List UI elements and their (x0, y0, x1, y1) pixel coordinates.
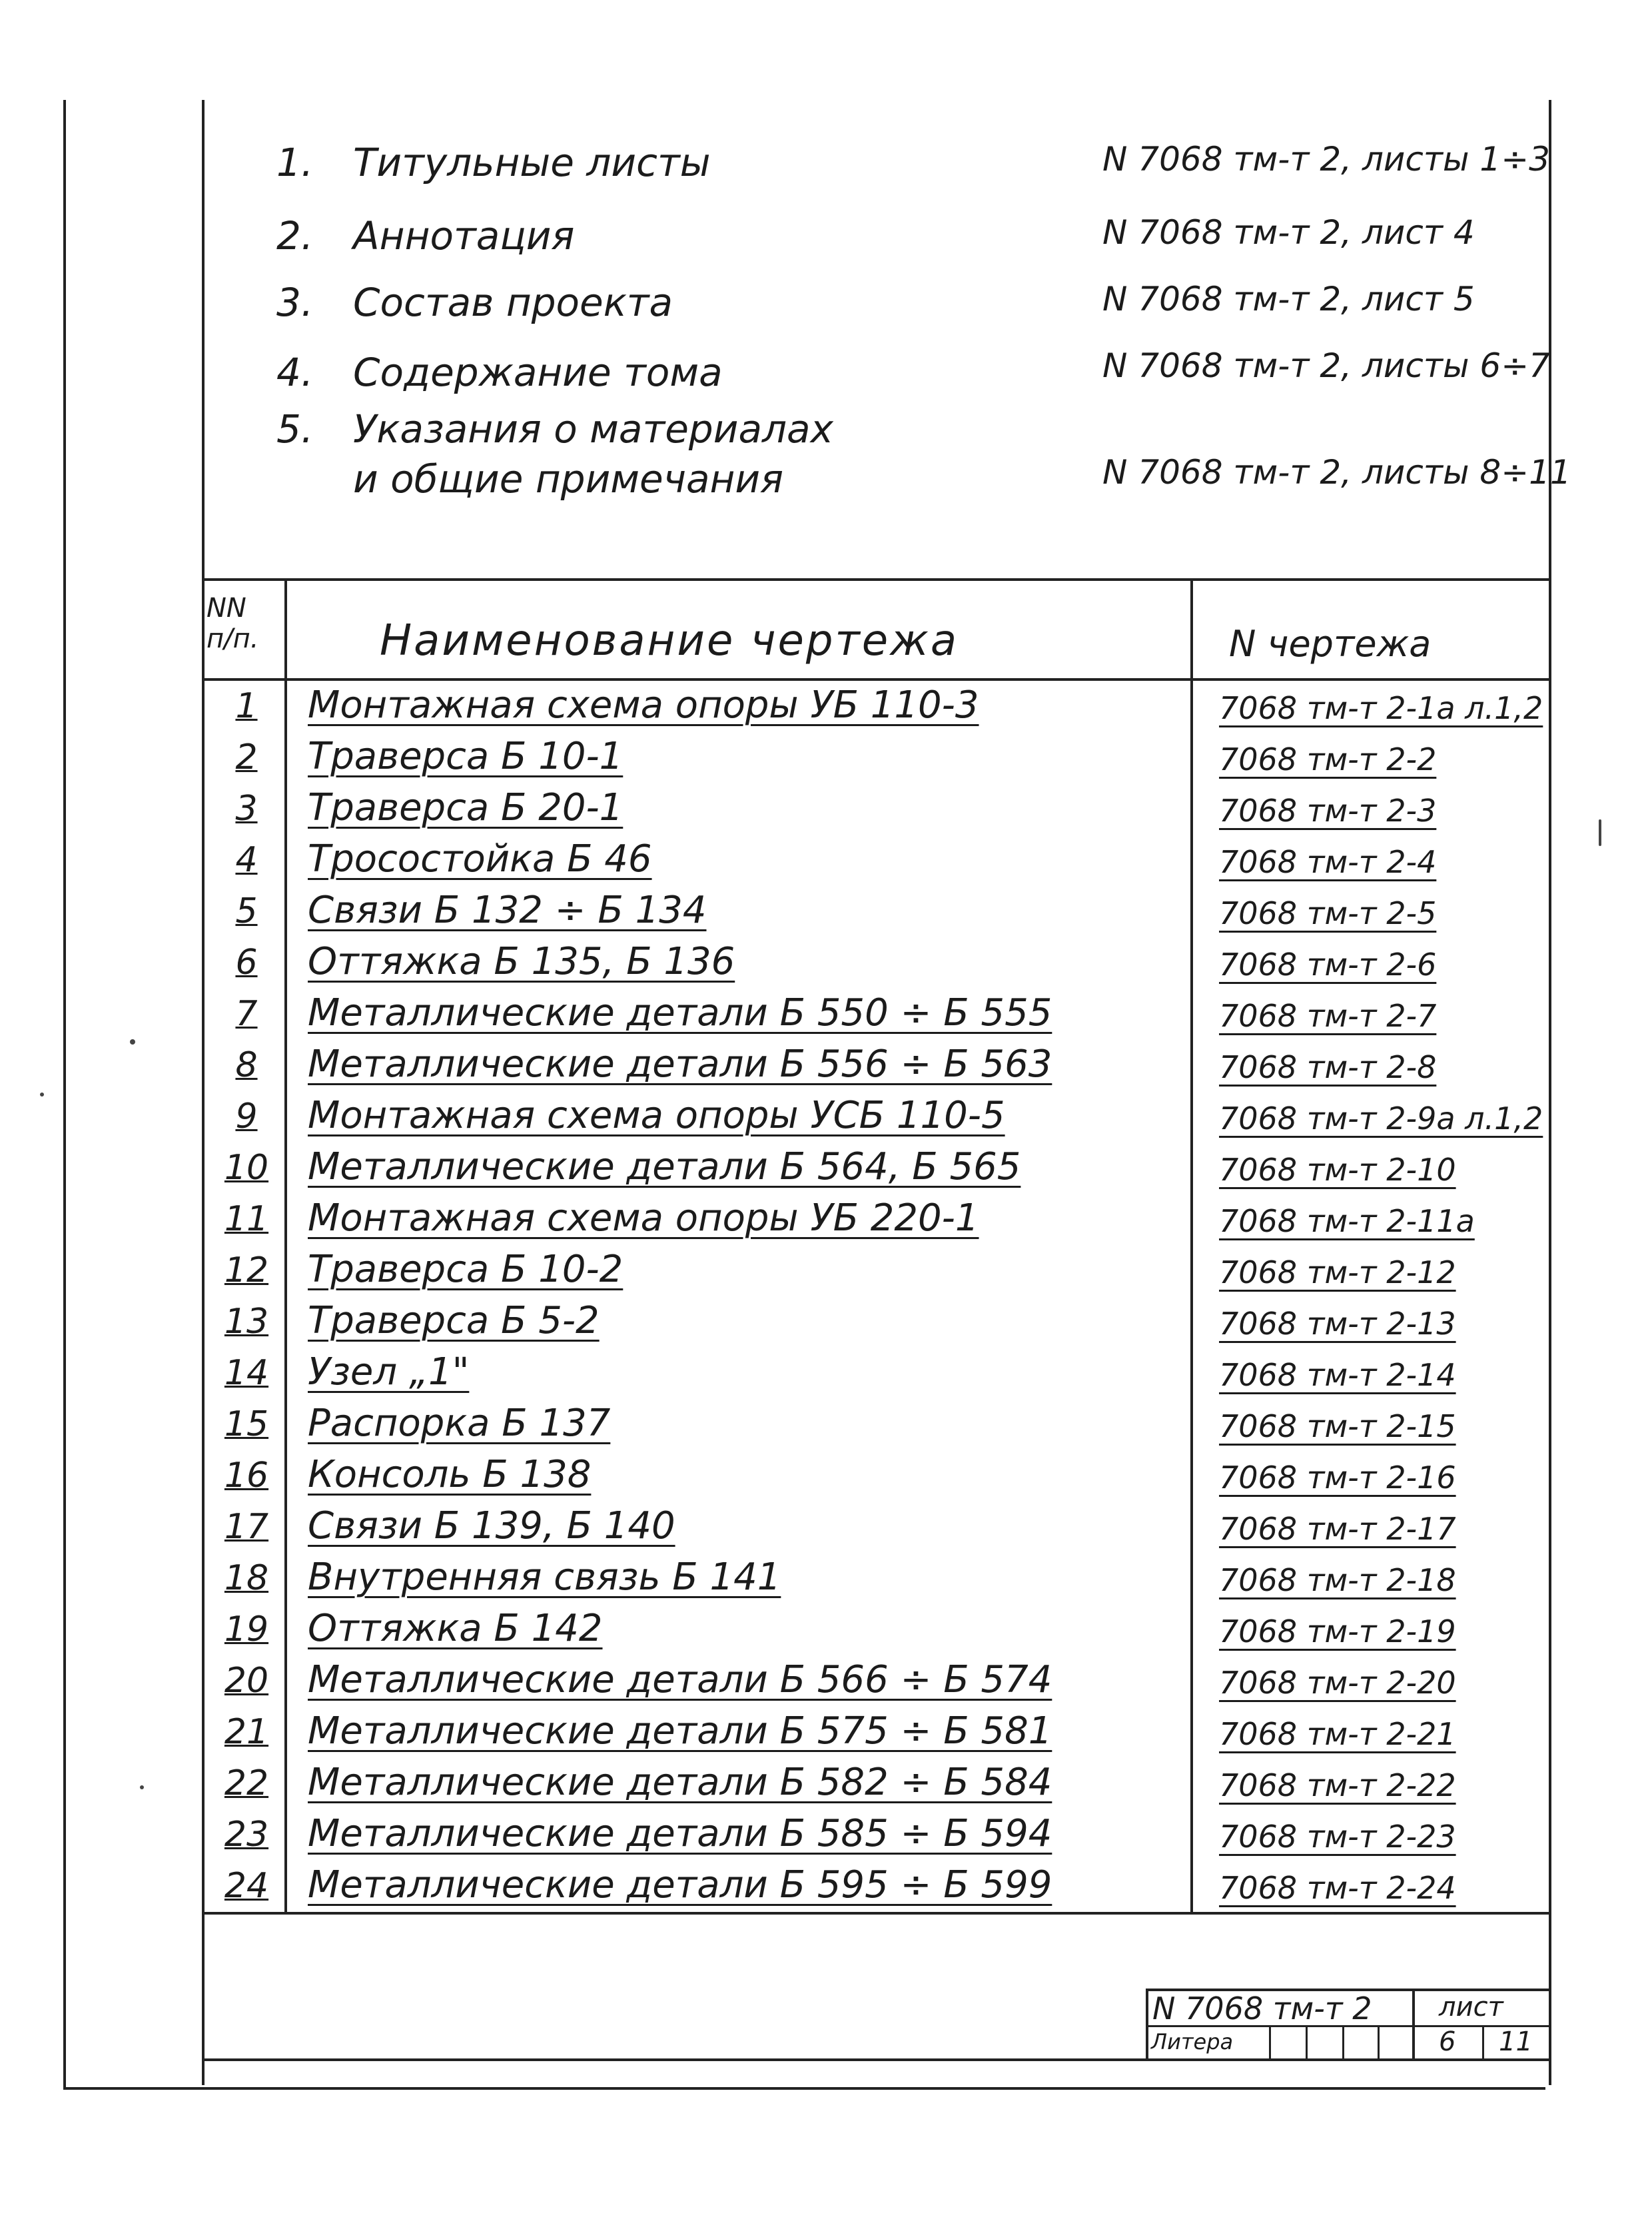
toc-title: Аннотация (353, 213, 575, 258)
row-drawing-number: 7068 тм-т 2-16 (1219, 1460, 1456, 1496)
row-drawing-name: Металлические детали Б 564, Б 565 (308, 1145, 1021, 1188)
scan-speck (1599, 819, 1601, 846)
row-number: 20 (224, 1661, 269, 1701)
stamp-litera-cell (1342, 2025, 1344, 2060)
row-number: 2 (235, 737, 258, 777)
header-name: Наименование чертежа (380, 616, 959, 666)
row-drawing-name: Металлические детали Б 575 ÷ Б 581 (308, 1709, 1052, 1753)
row-number: 1 (235, 686, 258, 726)
row-drawing-name: Металлические детали Б 595 ÷ Б 599 (308, 1863, 1052, 1907)
row-number: 8 (235, 1045, 258, 1085)
row-number: 9 (235, 1097, 258, 1136)
frame-bottom (202, 2058, 1551, 2061)
row-drawing-number: 7068 тм-т 2-12 (1219, 1254, 1456, 1290)
row-number: 23 (224, 1815, 269, 1855)
row-drawing-name: Металлические детали Б 585 ÷ Б 594 (308, 1812, 1052, 1855)
row-drawing-number: 7068 тм-т 2-23 (1219, 1819, 1456, 1855)
stamp-document-number: N 7068 тм-т 2 (1152, 1991, 1372, 2026)
row-drawing-name: Оттяжка Б 142 (308, 1607, 603, 1650)
row-drawing-name: Связи Б 132 ÷ Б 134 (308, 889, 707, 932)
toc-ref: N 7068 тм-т 2, листы 8÷11 (1102, 453, 1571, 492)
toc-ref: N 7068 тм-т 2, листы 1÷3 (1102, 140, 1550, 179)
row-drawing-number: 7068 тм-т 2-21 (1219, 1716, 1456, 1752)
row-drawing-number: 7068 тм-т 2-15 (1219, 1408, 1456, 1444)
stamp-litera-cell (1306, 2025, 1308, 2060)
header-num: NN п/п. (206, 593, 259, 654)
row-drawing-number: 7068 тм-т 2-11а (1219, 1203, 1475, 1239)
toc-title: Титульные листы (353, 140, 711, 185)
row-number: 13 (224, 1302, 269, 1342)
row-drawing-number: 7068 тм-т 2-14 (1219, 1357, 1456, 1393)
row-drawing-name: Внутренняя связь Б 141 (308, 1556, 781, 1599)
row-drawing-number: 7068 тм-т 2-9а л.1,2 (1219, 1101, 1543, 1136)
row-number: 12 (224, 1250, 269, 1290)
row-drawing-name: Связи Б 139, Б 140 (308, 1504, 675, 1548)
row-drawing-number: 7068 тм-т 2-19 (1219, 1613, 1456, 1649)
outer-left-border (63, 100, 66, 2088)
toc-ref: N 7068 тм-т 2, листы 6÷7 (1102, 346, 1550, 385)
toc-ref: N 7068 тм-т 2, лист 5 (1102, 280, 1475, 318)
stamp-litera-cell (1378, 2025, 1380, 2060)
row-drawing-name: Траверса Б 10-1 (308, 735, 623, 778)
row-number: 16 (224, 1456, 269, 1496)
row-drawing-number: 7068 тм-т 2-5 (1219, 895, 1437, 931)
table-top-border (202, 578, 1551, 581)
stamp-divider-sheet (1412, 1989, 1415, 2060)
row-drawing-name: Консоль Б 138 (308, 1453, 592, 1496)
row-drawing-number: 7068 тм-т 2-22 (1219, 1767, 1456, 1803)
row-drawing-number: 7068 тм-т 2-10 (1219, 1152, 1456, 1188)
row-drawing-name: Тросостойка Б 46 (308, 837, 652, 881)
row-number: 4 (235, 840, 258, 880)
toc-ref: N 7068 тм-т 2, лист 4 (1102, 213, 1475, 252)
row-drawing-name: Металлические детали Б 582 ÷ Б 584 (308, 1761, 1052, 1804)
row-drawing-number: 7068 тм-т 2-24 (1219, 1870, 1456, 1906)
row-number: 7 (235, 994, 258, 1034)
row-number: 21 (224, 1712, 269, 1752)
stamp-sheet-label: лист (1439, 1992, 1503, 2022)
toc-num: 5. (276, 406, 314, 452)
row-number: 22 (224, 1763, 269, 1803)
row-drawing-name: Металлические детали Б 566 ÷ Б 574 (308, 1658, 1052, 1701)
row-drawing-name: Металлические детали Б 556 ÷ Б 563 (308, 1043, 1052, 1086)
scan-speck (130, 1039, 135, 1045)
row-number: 6 (235, 943, 258, 983)
toc-title: Указания о материалах (353, 406, 833, 452)
stamp-sheets-total: 11 (1499, 2026, 1533, 2057)
row-number: 17 (224, 1507, 269, 1547)
toc-num: 2. (276, 213, 314, 258)
frame-left (202, 100, 205, 2085)
header-drawing: N чертежа (1229, 623, 1432, 665)
row-drawing-name: Монтажная схема опоры УБ 220-1 (308, 1196, 979, 1240)
row-drawing-number: 7068 тм-т 2-2 (1219, 741, 1437, 777)
stamp-litera-cell (1269, 2025, 1271, 2060)
row-drawing-name: Металлические детали Б 550 ÷ Б 555 (308, 991, 1052, 1035)
col-divider-2 (1190, 578, 1193, 1914)
row-number: 18 (224, 1558, 269, 1598)
row-drawing-number: 7068 тм-т 2-3 (1219, 793, 1437, 829)
row-drawing-name: Траверса Б 20-1 (308, 786, 623, 829)
row-drawing-name: Траверса Б 5-2 (308, 1299, 600, 1342)
row-number: 3 (235, 789, 258, 829)
row-drawing-number: 7068 тм-т 2-20 (1219, 1665, 1456, 1701)
row-drawing-name: Монтажная схема опоры УБ 110-3 (308, 683, 979, 727)
row-number: 24 (224, 1866, 269, 1906)
table-row-end (202, 1912, 1551, 1915)
stamp-litera-label: Литера (1151, 2029, 1234, 2054)
row-number: 10 (224, 1148, 269, 1188)
toc-num: 1. (276, 140, 314, 185)
scan-speck (40, 1093, 44, 1097)
toc-num: 3. (276, 280, 314, 325)
outer-bottom-border (63, 2087, 1545, 2090)
row-number: 14 (224, 1353, 269, 1393)
row-number: 5 (235, 891, 258, 931)
toc-title-continuation: и общие примечания (353, 456, 784, 502)
row-number: 15 (224, 1404, 269, 1444)
toc-title: Состав проекта (353, 280, 673, 325)
row-drawing-name: Оттяжка Б 135, Б 136 (308, 940, 735, 983)
row-drawing-number: 7068 тм-т 2-7 (1219, 998, 1437, 1034)
stamp-left (1146, 1989, 1148, 2060)
row-number: 19 (224, 1609, 269, 1649)
toc-num: 4. (276, 350, 314, 395)
stamp-divider-total (1482, 2025, 1484, 2060)
scan-speck (140, 1785, 144, 1789)
row-drawing-number: 7068 тм-т 2-18 (1219, 1562, 1456, 1598)
row-drawing-name: Узел „1" (308, 1350, 470, 1394)
stamp-sheet-number: 6 (1439, 2026, 1456, 2057)
row-drawing-number: 7068 тм-т 2-8 (1219, 1049, 1437, 1085)
row-drawing-name: Распорка Б 137 (308, 1402, 611, 1445)
row-drawing-number: 7068 тм-т 2-6 (1219, 947, 1437, 983)
row-number: 11 (224, 1199, 269, 1239)
row-drawing-name: Траверса Б 10-2 (308, 1248, 623, 1291)
row-drawing-number: 7068 тм-т 2-4 (1219, 844, 1437, 880)
row-drawing-number: 7068 тм-т 2-1а л.1,2 (1219, 690, 1543, 726)
row-drawing-number: 7068 тм-т 2-17 (1219, 1511, 1456, 1547)
toc-title: Содержание тома (353, 350, 723, 395)
table-header-bottom (202, 678, 1551, 681)
frame-right (1549, 100, 1551, 2085)
row-drawing-name: Монтажная схема опоры УСБ 110-5 (308, 1094, 1005, 1137)
row-drawing-number: 7068 тм-т 2-13 (1219, 1306, 1456, 1342)
